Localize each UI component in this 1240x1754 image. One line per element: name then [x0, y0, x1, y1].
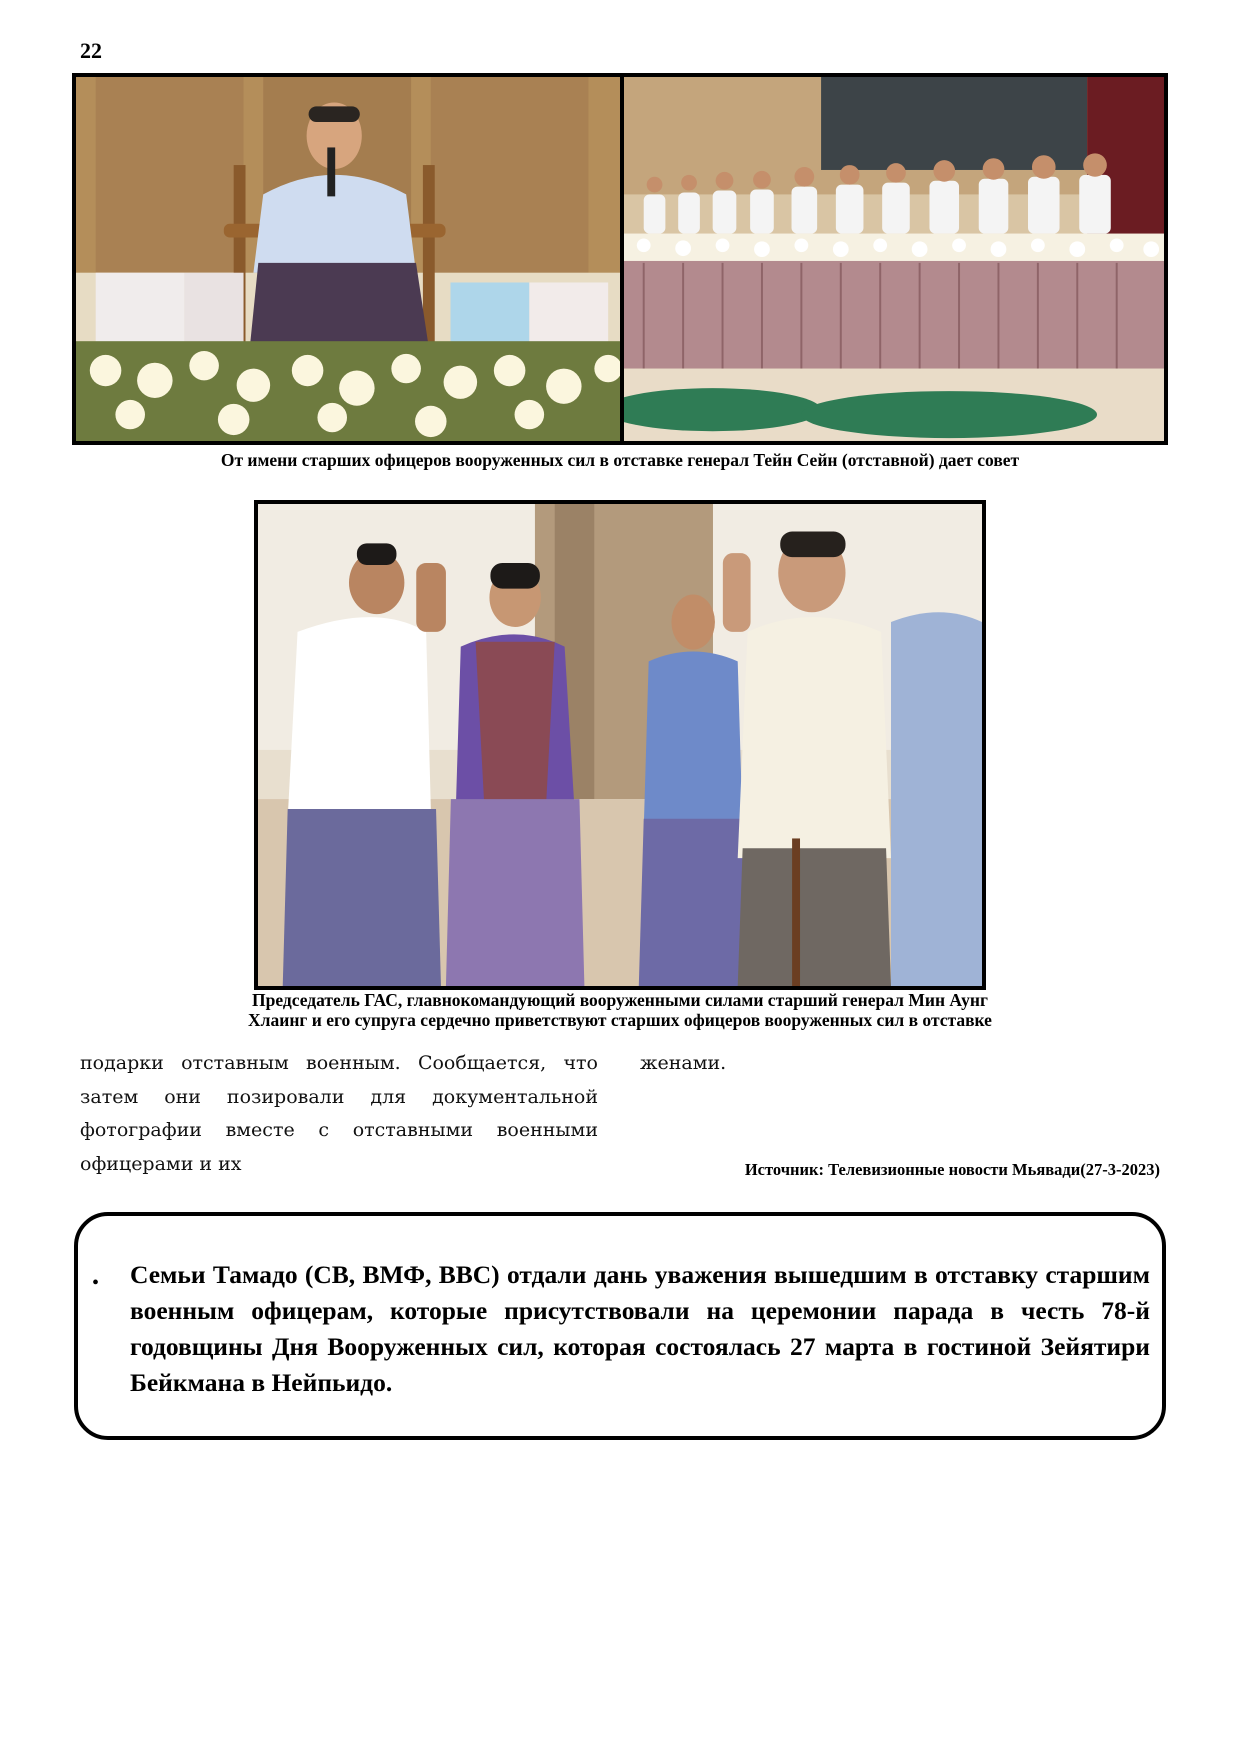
- photo2-caption-line1: Председатель ГАС, главнокомандующий вооруженными силами старший генерал Мин Аунг: [252, 990, 988, 1010]
- photo-greeting-scene: [254, 500, 986, 990]
- photo1-caption: От имени старших офицеров вооруженных сил в отставке генерал Тейн Сейн (отставной) дает совет: [220, 450, 1020, 470]
- photo-speaker-with-microphone: [72, 73, 624, 445]
- bullet-icon: •: [92, 1272, 100, 1294]
- source-credit: Источник: Телевизионные новости Мьявади(27-3-2023): [744, 1160, 1160, 1179]
- photo2-caption-line2: Хлаинг и его супруга сердечно приветствуют старших офицеров вооруженных сил в отставке: [248, 1010, 992, 1030]
- highlight-text: Семьи Тамадо (СВ, ВМФ, ВВС) отдали дань уважения вышедшим в отставку старшим военным офицерам, которые присутствовали на церемонии парада в честь 78-й годовщины Дня Вооруженных сил, которая состоялась 27 марта в гостиной Зейятири Бейкмана в Нейпьидо.: [130, 1260, 1150, 1397]
- page-number: 22: [80, 38, 102, 63]
- photo2-caption: [100, 990, 1140, 1030]
- body-text-right-column: женами.: [640, 1052, 727, 1074]
- body-text-left-column: подарки отставным военным. Сообщается, что затем они позировали для документальной фотографии вместе с отставными военными офицерами и их: [80, 1052, 598, 1175]
- photo-seated-officers-row: [620, 73, 1168, 445]
